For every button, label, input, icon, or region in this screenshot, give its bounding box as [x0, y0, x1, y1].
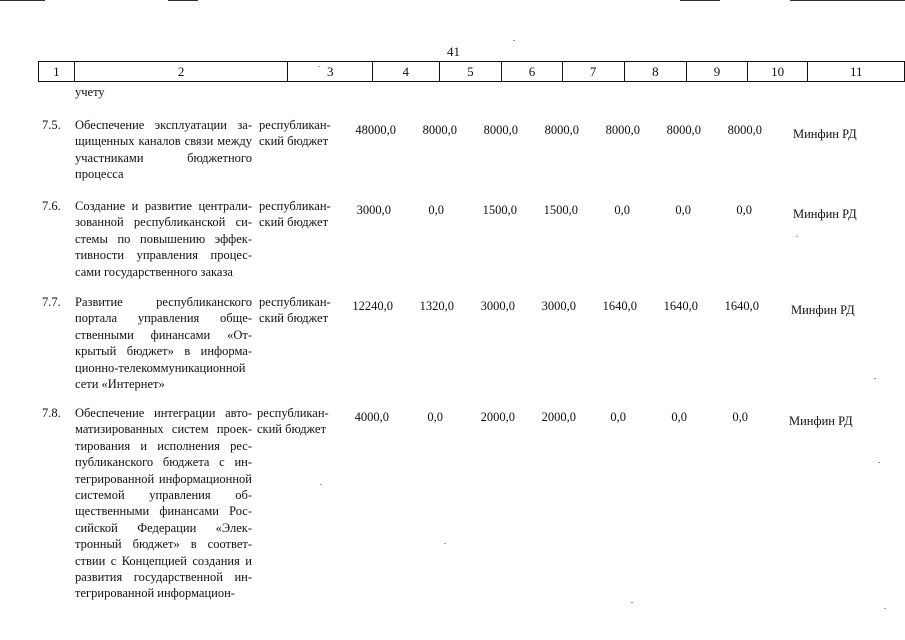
col-header-6: 6	[502, 62, 563, 82]
value-total: 4000,0	[354, 410, 389, 424]
column-header-table	[38, 61, 905, 82]
value-year: 2000,0	[541, 410, 576, 424]
col-header-11: 11	[808, 62, 905, 82]
scan-edge-line	[0, 0, 45, 1]
value-year: 0,0	[610, 410, 626, 424]
col-header-5: 5	[439, 62, 502, 82]
scan-speckle	[874, 378, 876, 379]
scan-speckle	[320, 484, 322, 485]
value-year: 0,0	[675, 203, 691, 217]
scan-speckle	[318, 66, 320, 67]
value-year: 1500,0	[482, 203, 517, 217]
scan-edge-line	[680, 0, 720, 1]
row-description: Создание и развитие централизованной республиканской системы по повышению эффективности управления процессами государственного заказа	[75, 199, 252, 279]
value-year: 3000,0	[480, 299, 515, 313]
value-year: 1640,0	[602, 299, 637, 313]
value-year: 8000,0	[727, 123, 762, 137]
scan-speckle	[631, 602, 633, 603]
value-year: 8000,0	[422, 123, 457, 137]
value-year: 8000,0	[544, 123, 579, 137]
value-year: 0,0	[671, 410, 687, 424]
value-year: 1640,0	[724, 299, 759, 313]
value-year: 8000,0	[666, 123, 701, 137]
value-year: 0,0	[732, 410, 748, 424]
row-number: 7.7.	[42, 295, 61, 309]
scan-speckle	[796, 236, 798, 237]
value-year: 0,0	[736, 203, 752, 217]
col-header-1: 1	[39, 62, 75, 82]
col-header-9: 9	[687, 62, 748, 82]
scan-speckle	[884, 608, 886, 609]
continued-text: учету	[75, 85, 105, 99]
executor: Минфин РД	[793, 127, 857, 141]
executor: Минфин РД	[789, 414, 853, 428]
value-year: 8000,0	[605, 123, 640, 137]
scan-speckle	[444, 543, 446, 544]
funding-source: республиканский бюджет	[259, 118, 331, 149]
value-total: 48000,0	[355, 123, 396, 137]
executor: Минфин РД	[793, 207, 857, 221]
col-header-7: 7	[562, 62, 624, 82]
scan-edge-line	[168, 0, 198, 1]
value-year: 0,0	[614, 203, 630, 217]
col-header-2: 2	[74, 62, 288, 82]
col-header-3: 3	[288, 62, 373, 82]
funding-source: республиканский бюджет	[259, 199, 331, 230]
funding-source: республиканский бюджет	[259, 295, 331, 326]
value-total: 12240,0	[352, 299, 393, 313]
scan-edge-line	[790, 0, 905, 1]
row-description: Развитие республиканского портала управления общественными финансами «Открытый бюджет» в информационно-телекоммуникационной сети «Интернет»	[75, 295, 252, 392]
row-number: 7.6.	[42, 199, 61, 213]
value-year: 0,0	[427, 410, 443, 424]
row-description: Обеспечение эксплуатации защищенных каналов связи между участниками бюджетного процесса	[75, 118, 252, 182]
col-header-8: 8	[624, 62, 687, 82]
value-year: 3000,0	[541, 299, 576, 313]
scan-speckle	[513, 40, 515, 41]
value-year: 2000,0	[480, 410, 515, 424]
page-number: 41	[447, 44, 460, 59]
executor: Минфин РД	[791, 303, 855, 317]
value-year: 1500,0	[543, 203, 578, 217]
scan-speckle	[878, 462, 880, 463]
value-year: 1320,0	[419, 299, 454, 313]
funding-source: республиканский бюджет	[257, 406, 329, 437]
row-number: 7.8.	[42, 406, 61, 420]
value-total: 3000,0	[356, 203, 391, 217]
value-year: 1640,0	[663, 299, 698, 313]
row-description: Обеспечение интеграции автоматизированных систем проектирования и исполнения республиканского бюджета с интегрированной информационной системой управления общественными финансами Российской Федерации «Электронный бюджет» в соответствии с Концепцией создания и развития государственной интегрированной информацион-	[75, 406, 252, 601]
col-header-10: 10	[747, 62, 808, 82]
value-year: 8000,0	[483, 123, 518, 137]
header-row	[39, 62, 905, 82]
col-header-4: 4	[372, 62, 439, 82]
value-year: 0,0	[428, 203, 444, 217]
row-number: 7.5.	[42, 118, 61, 132]
